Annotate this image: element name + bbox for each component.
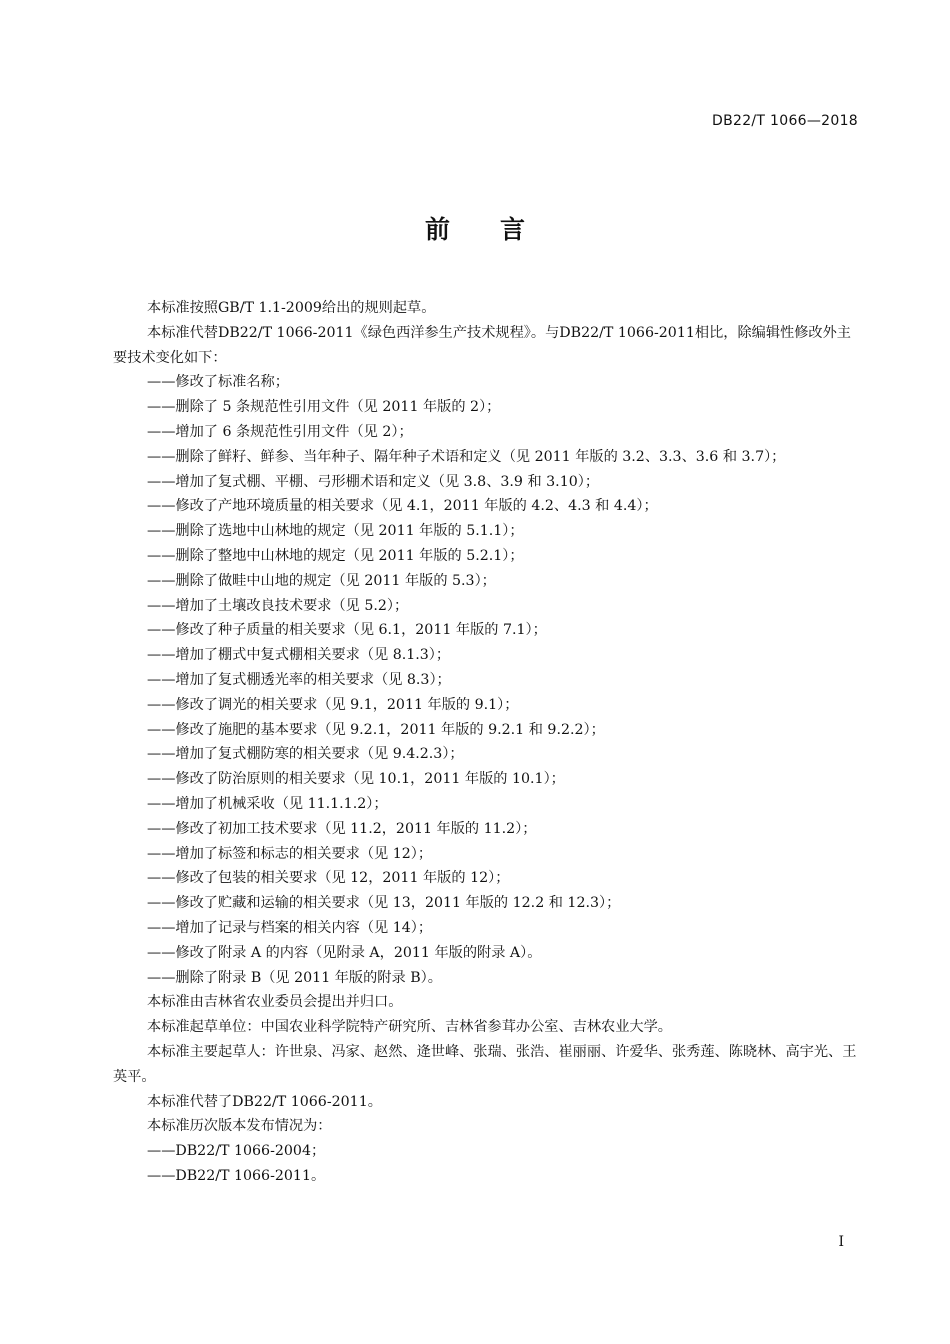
paragraph-history-intro: 本标准历次版本发布情况为： [147,1118,332,1135]
history-item: ——DB22/T 1066-2004； [147,1143,326,1160]
foreword-body [113,296,863,1189]
change-item: ——增加了复式棚透光率的相关要求（见 8.3）； [147,671,451,688]
change-item: ——修改了标准名称； [147,374,289,391]
change-item: ——增加了标签和标志的相关要求（见 12）； [147,845,433,862]
paragraph-supersedes: 本标准代替了DB22/T 1066-2011。 [147,1093,382,1110]
page-number: I [838,1234,844,1250]
paragraph-replacement-note: 本标准代替DB22/T 1066-2011《绿色西洋参生产技术规程》。与DB22/T 1066-2011相比，除编辑性修改外主要技术变化如下： [113,324,851,366]
paragraph-drafting-units: 本标准起草单位：中国农业科学院特产研究所、吉林省参茸办公室、吉林农业大学。 [147,1019,672,1036]
paragraph-drafting-rules: 本标准按照GB/T 1.1-2009给出的规则起草。 [147,300,436,316]
change-item: ——删除了整地中山林地的规定（见 2011 年版的 5.2.1）； [147,547,524,564]
change-item: ——删除了做畦中山地的规定（见 2011 年版的 5.3）； [147,572,496,589]
change-item: ——增加了 6 条规范性引用文件（见 2）； [147,423,413,440]
change-item: ——修改了贮藏和运输的相关要求（见 13，2011 年版的 12.2 和 12.3）； [147,895,621,912]
change-item: ——修改了施肥的基本要求（见 9.2.1，2011 年版的 9.2.1 和 9.2.2）； [147,721,605,738]
change-item: ——修改了产地环境质量的相关要求（见 4.1，2011 年版的 4.2、4.3 和 4.4）； [147,498,658,515]
change-item: ——修改了初加工技术要求（见 11.2，2011 年版的 11.2）； [147,820,537,837]
document-code: DB22/T 1066—2018 [712,113,858,129]
change-item: ——增加了记录与档案的相关内容（见 14）； [147,919,433,936]
change-item: ——修改了附录 A 的内容（见附录 A，2011 年版的附录 A）。 [147,944,542,961]
change-item: ——删除了选地中山林地的规定（见 2011 年版的 5.1.1）； [147,523,524,540]
paragraph-drafters: 本标准主要起草人：许世泉、冯家、赵然、逄世峰、张瑞、张浩、崔丽丽、许爱华、张秀莲、陈晓林、高宇光、王英平。 [113,1043,857,1085]
change-item: ——增加了棚式中复式棚相关要求（见 8.1.3）； [147,647,451,664]
paragraph-proposer: 本标准由吉林省农业委员会提出并归口。 [147,994,403,1011]
page-title: 前言 [424,215,575,244]
change-item: ——增加了机械采收（见 11.1.1.2）； [147,795,388,812]
change-item: ——修改了防治原则的相关要求（见 10.1，2011 年版的 10.1）； [147,771,565,788]
change-item: ——修改了调光的相关要求（见 9.1，2011 年版的 9.1）； [147,696,519,713]
change-item: ——删除了附录 B（见 2011 年版的附录 B）。 [147,969,442,986]
change-item: ——删除了鲜籽、鲜参、当年种子、隔年种子术语和定义（见 2011 年版的 3.2、3.3、3.6 和 3.7）； [147,448,786,465]
history-item: ——DB22/T 1066-2011。 [147,1167,326,1184]
change-item: ——增加了土壤改良技术要求（见 5.2）； [147,597,409,614]
change-item: ——增加了复式棚防寒的相关要求（见 9.4.2.3）； [147,746,464,763]
change-item: ——增加了复式棚、平棚、弓形棚术语和定义（见 3.8、3.9 和 3.10）； [147,473,600,490]
change-item: ——删除了 5 条规范性引用文件（见 2011 年版的 2）； [147,399,501,416]
change-item: ——修改了种子质量的相关要求（见 6.1，2011 年版的 7.1）； [147,622,547,639]
change-item: ——修改了包装的相关要求（见 12，2011 年版的 12）； [147,870,510,887]
